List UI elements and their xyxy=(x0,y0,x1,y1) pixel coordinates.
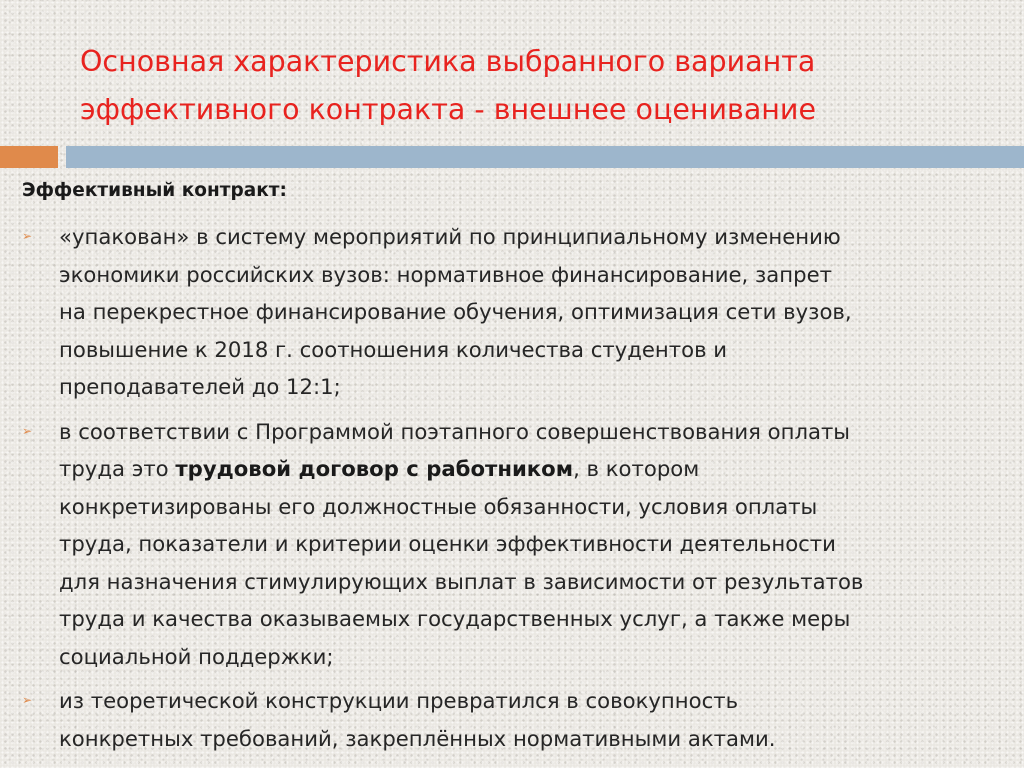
bullet-2-line-4: труда, показатели и критерии оценки эффективности деятельности xyxy=(59,531,836,556)
bullet-2-bold-phrase: трудовой договор с работником xyxy=(175,456,574,481)
slide-title xyxy=(80,38,980,134)
bullet-2-line-7: социальной поддержки; xyxy=(59,643,334,669)
bullet-1-line-1: «упакован» в систему мероприятий по принципиальному изменению xyxy=(59,224,841,249)
slide-title-line-1: Основная характеристика выбранного варианта xyxy=(80,45,816,78)
bullet-3-line-1: из теоретической конструкции превратился в совокупность xyxy=(59,688,739,713)
content-heading: Эффективный контракт: xyxy=(22,180,287,201)
arrow-bullet-icon: ➢ xyxy=(22,423,33,438)
bullet-item-3 xyxy=(22,682,1007,757)
bullet-1-line-2: экономики российских вузов: нормативное финансирование, запрет xyxy=(59,261,832,287)
bullet-1-line-4: повышение к 2018 г. соотношения количества студентов и xyxy=(59,336,728,362)
bullet-list xyxy=(22,218,1007,757)
arrow-bullet-icon: ➢ xyxy=(22,229,33,243)
bullet-item-1 xyxy=(22,218,1007,406)
arrow-bullet-icon: ➢ xyxy=(22,693,33,707)
bullet-2-text-before: труда это xyxy=(59,456,176,481)
accent-bar-blue xyxy=(66,146,1024,168)
bullet-2-line-3: конкретизированы его должностные обязанности, условия оплаты xyxy=(59,493,818,519)
slide-title-line-2: эффективного контракта - внешнее оценивание xyxy=(80,93,816,126)
bullet-1-line-5: преподавателей до 12:1; xyxy=(59,374,341,399)
bullet-1-line-3: на перекрестное финансирование обучения, оптимизация сети вузов, xyxy=(59,299,852,324)
bullet-item-2 xyxy=(22,413,1007,676)
bullet-2-line-6: труда и качества оказываемых государственных услуг, а также меры xyxy=(59,606,851,631)
bullet-2-line-1: в соответствии с Программой поэтапного совершенствования оплаты xyxy=(59,418,851,444)
bullet-2-line-5: для назначения стимулирующих выплат в зависимости от результатов xyxy=(59,568,864,594)
bullet-2-text-after: , в котором xyxy=(573,456,700,481)
bullet-3-line-2: конкретных требований, закреплённых нормативными актами. xyxy=(59,725,776,751)
bullet-2-line-2 xyxy=(59,450,1007,488)
slide-content xyxy=(22,172,1007,764)
accent-bar-orange xyxy=(0,146,58,168)
